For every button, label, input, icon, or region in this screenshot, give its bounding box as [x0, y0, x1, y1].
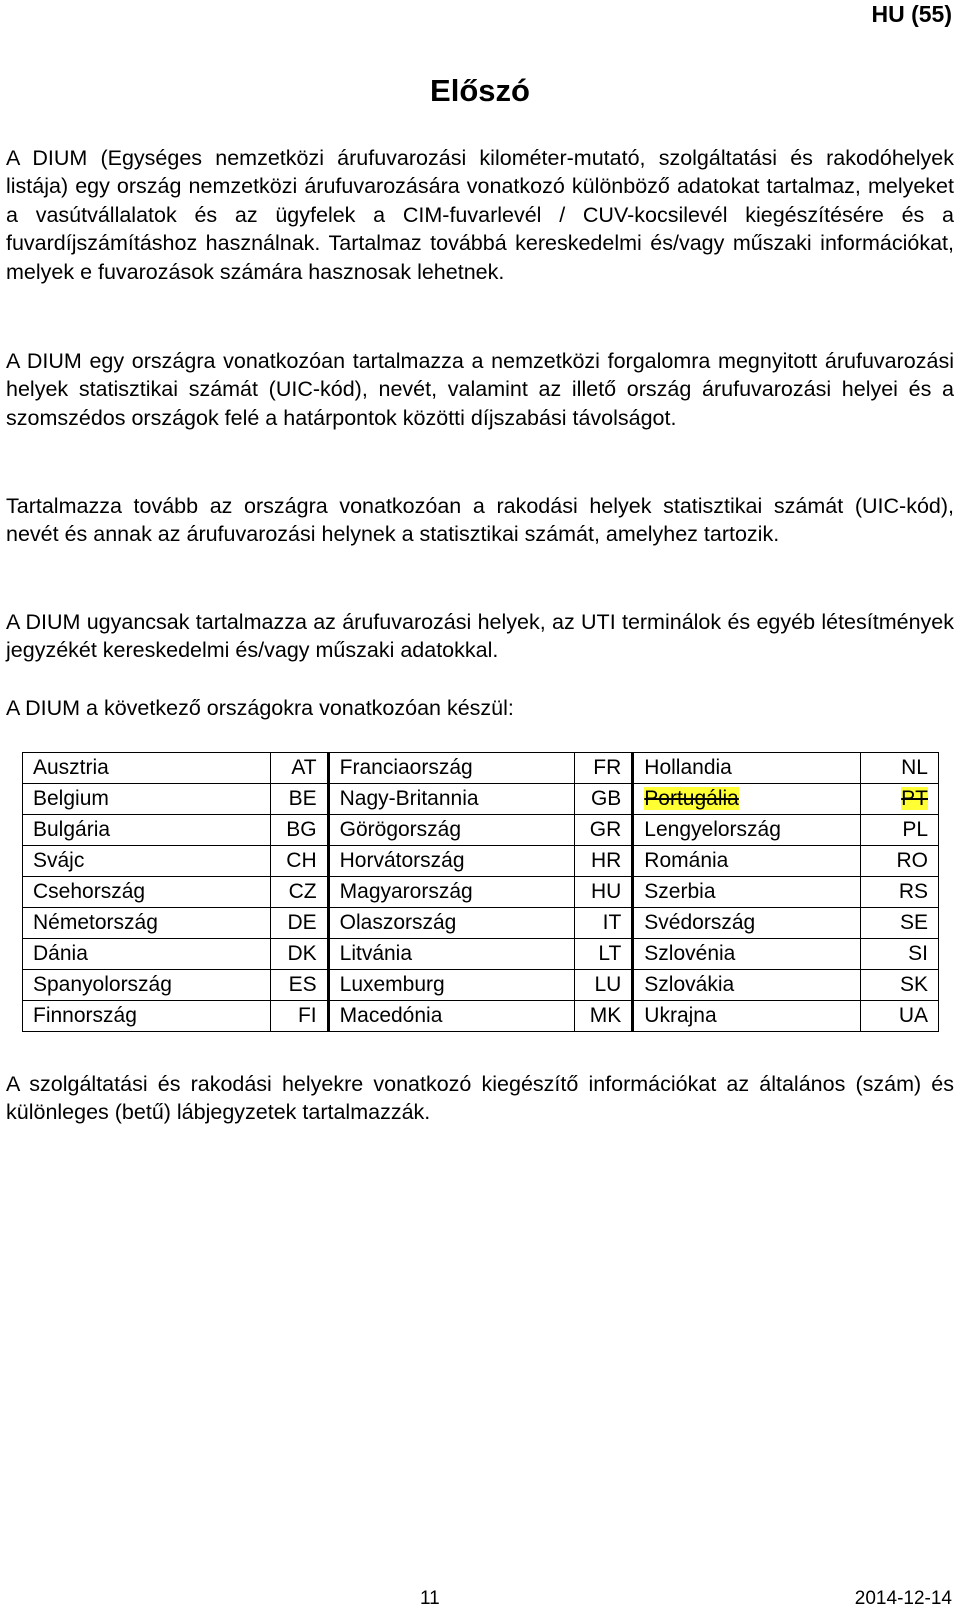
country-name: Franciaország — [339, 756, 473, 779]
table-row — [23, 908, 939, 939]
country-code: SE — [899, 911, 928, 934]
country-name-cell — [23, 784, 271, 815]
country-name: Finnország — [33, 1004, 137, 1027]
country-code-cell — [270, 753, 328, 784]
country-name: Szerbia — [644, 880, 716, 903]
country-name: Macedónia — [339, 1004, 443, 1027]
country-code-cell — [861, 753, 939, 784]
country-code-cell — [575, 939, 633, 970]
table-row — [23, 877, 939, 908]
country-code: DK — [287, 942, 317, 965]
country-code-cell — [270, 877, 328, 908]
facilities-paragraph: A DIUM ugyancsak tartalmazza az árufuvarozási helyek, az UTI terminálok és egyéb létesítmények jegyzékét kereskedelmi és/vagy műszaki adatokkal. — [6, 610, 954, 663]
country-code: DE — [287, 911, 317, 934]
country-name-cell — [633, 846, 861, 877]
country-name: Bulgária — [33, 818, 111, 841]
country-code-cell — [861, 784, 939, 815]
country-code: UA — [898, 1004, 928, 1027]
country-code: PL — [902, 818, 928, 841]
country-name: Csehország — [33, 880, 146, 903]
country-code: ES — [288, 973, 317, 996]
country-name-cell — [633, 877, 861, 908]
country-code-cell — [270, 970, 328, 1001]
country-code: BE — [288, 787, 317, 810]
country-name-cell — [328, 939, 575, 970]
country-code: GR — [589, 818, 622, 841]
table-row — [23, 970, 939, 1001]
country-name-cell — [328, 877, 575, 908]
country-name: Ukrajna — [644, 1004, 717, 1027]
country-code-cell — [575, 970, 633, 1001]
country-name-cell — [23, 1001, 271, 1032]
country-code: LT — [598, 942, 622, 965]
country-code: SK — [899, 973, 928, 996]
country-name-cell — [633, 1001, 861, 1032]
country-name-cell — [328, 815, 575, 846]
country-name: Ausztria — [33, 756, 109, 779]
country-name-cell — [633, 970, 861, 1001]
country-name-cell — [328, 1001, 575, 1032]
country-code-cell — [270, 939, 328, 970]
country-code-cell — [270, 846, 328, 877]
country-name-cell — [633, 753, 861, 784]
country-name-cell — [23, 815, 271, 846]
countries-table — [22, 752, 939, 1032]
country-code-cell — [861, 877, 939, 908]
country-code-cell — [270, 815, 328, 846]
page-identifier: HU (55) — [871, 1, 952, 27]
country-code-cell — [861, 846, 939, 877]
page-number: 11 — [420, 1588, 440, 1609]
table-row — [23, 753, 939, 784]
footnotes-paragraph: A szolgáltatási és rakodási helyekre vonatkozó kiegészítő információkat az általános (szám) és különleges (betű) lábjegyzetek tartalmazzák. — [6, 1072, 954, 1125]
country-code: HR — [590, 849, 622, 872]
country-name-cell — [633, 908, 861, 939]
country-code: LU — [594, 973, 622, 996]
country-code: AT — [291, 756, 317, 779]
footer-date: 2014-12-14 — [854, 1588, 952, 1609]
country-code: MK — [589, 1004, 622, 1027]
country-code-cell — [575, 1001, 633, 1032]
country-name: Magyarország — [339, 880, 473, 903]
country-name: Nagy-Britannia — [339, 787, 479, 810]
country-name-cell — [328, 908, 575, 939]
country-name-cell — [328, 753, 575, 784]
table-row — [23, 1001, 939, 1032]
table-row — [23, 939, 939, 970]
country-name: Belgium — [33, 787, 109, 810]
country-code: FI — [297, 1004, 317, 1027]
country-name: Németország — [33, 911, 158, 934]
country-name-cell — [328, 784, 575, 815]
page-title: Előszó — [430, 73, 530, 108]
country-code: FR — [593, 756, 622, 779]
table-row — [23, 784, 939, 815]
country-code-cell — [270, 784, 328, 815]
country-code: HU — [590, 880, 622, 903]
table-row — [23, 815, 939, 846]
country-name-cell — [328, 846, 575, 877]
country-code: PT — [901, 787, 928, 810]
country-code-cell — [575, 784, 633, 815]
country-code: SI — [908, 942, 928, 965]
country-code-cell — [861, 1001, 939, 1032]
countries-intro-paragraph: A DIUM a következő országokra vonatkozóan készül: — [6, 696, 514, 720]
country-code: BG — [286, 818, 317, 841]
country-code: IT — [602, 911, 622, 934]
country-code-cell — [575, 877, 633, 908]
country-name: Portugália — [644, 787, 739, 810]
country-code-cell — [575, 753, 633, 784]
country-name-cell — [23, 846, 271, 877]
country-name: Luxemburg — [339, 973, 445, 996]
country-name: Hollandia — [644, 756, 732, 779]
country-name: Románia — [644, 849, 729, 872]
table-row — [23, 846, 939, 877]
country-name-cell — [23, 753, 271, 784]
country-name-cell — [633, 815, 861, 846]
country-name-cell — [23, 908, 271, 939]
country-code-cell — [861, 815, 939, 846]
country-name: Svájc — [33, 849, 85, 872]
country-code-cell — [270, 908, 328, 939]
intro-paragraph: A DIUM (Egységes nemzetközi árufuvarozási kilométer-mutató, szolgáltatási és rakodóhelyek listája) egy ország nemzetközi árufuvarozására vonatkozó különböző adatokat tartalmaz, melyeket a vasútvállalatok és az ügyfelek a CIM-fuvarlevél / CUV-kocsilevél kiegészítésére és a fuvardíjszámításhoz használnak. Tartalmaz továbbá kereskedelmi és/vagy műszaki információkat, melyek e fuvarozások számára hasznosak lehetnek. — [6, 146, 954, 284]
country-code: RO — [896, 849, 928, 872]
country-code-cell — [861, 939, 939, 970]
country-code: NL — [901, 756, 928, 779]
country-name-cell — [23, 970, 271, 1001]
country-name: Spanyolország — [33, 973, 172, 996]
country-name: Svédország — [644, 911, 756, 934]
country-code-cell — [575, 846, 633, 877]
country-name: Olaszország — [339, 911, 457, 934]
country-name: Szlovénia — [644, 942, 736, 965]
country-code-cell — [575, 815, 633, 846]
country-code: CZ — [288, 880, 317, 903]
country-name: Lengyelország — [644, 818, 781, 841]
loading-points-paragraph: Tartalmazza tovább az országra vonatkozóan a rakodási helyek statisztikai számát (UIC-kód), nevét és annak az árufuvarozási helynek a statisztikai számát, amelyhez tartozik. — [6, 494, 954, 547]
country-code-cell — [270, 1001, 328, 1032]
country-name: Dánia — [33, 942, 88, 965]
country-name-cell — [23, 939, 271, 970]
country-code-cell — [861, 908, 939, 939]
country-name-cell — [633, 784, 861, 815]
country-name: Szlovákia — [644, 973, 735, 996]
country-code-cell — [575, 908, 633, 939]
country-name: Horvátország — [339, 849, 465, 872]
country-code: CH — [286, 849, 317, 872]
country-code-cell — [861, 970, 939, 1001]
country-name: Görögország — [339, 818, 462, 841]
country-code: RS — [898, 880, 928, 903]
country-name-cell — [328, 970, 575, 1001]
country-name-cell — [23, 877, 271, 908]
scope-paragraph: A DIUM egy országra vonatkozóan tartalmazza a nemzetközi forgalomra megnyitott árufuvarozási helyek statisztikai számát (UIC-kód), nevét, valamint az illető ország árufuvarozási helyei és a szomszédos országok felé a határpontok közötti díjszabási távolságot. — [6, 349, 954, 430]
country-name: Litvánia — [339, 942, 413, 965]
country-code: GB — [590, 787, 622, 810]
country-name-cell — [633, 939, 861, 970]
